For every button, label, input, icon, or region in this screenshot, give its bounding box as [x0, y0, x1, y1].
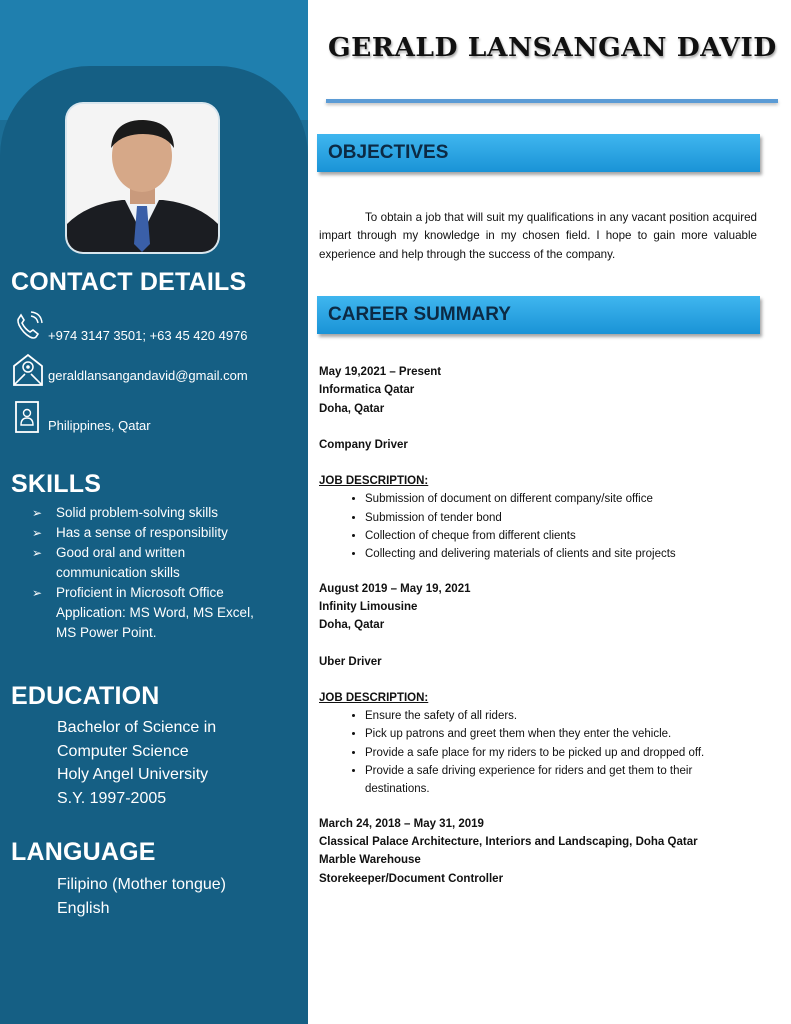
skill-item: ➢ Proficient in Microsoft Office Application: MS Word, MS Excel, MS Power Point. [32, 585, 254, 640]
skills-heading: SKILLS [11, 470, 102, 498]
objectives-heading: OBJECTIVES [328, 142, 449, 163]
skill-item: ➢ Solid problem-solving skills [32, 503, 302, 523]
objectives-banner [317, 134, 760, 172]
education-heading: EDUCATION [11, 682, 160, 710]
job-title: Uber Driver [319, 655, 382, 668]
job-description-label: JOB DESCRIPTION: [319, 475, 429, 488]
name-underline [326, 99, 778, 103]
language-details: Filipino (Mother tongue) English [57, 876, 226, 917]
job-title: Storekeeper/Document Controller [319, 872, 504, 885]
job-description-label: JOB DESCRIPTION: [319, 691, 429, 704]
arrow-bullet-icon: ➢ [32, 506, 43, 520]
contact-heading: CONTACT DETAILS [11, 268, 247, 296]
job-location: Doha, Qatar [319, 402, 385, 415]
list-item: • Submission of tender bond [365, 509, 759, 527]
job-duties-list [319, 707, 759, 798]
address-book-icon [12, 400, 44, 434]
arrow-bullet-icon: ➢ [32, 526, 43, 540]
list-item: • Pick up patrons and greet them when they enter the vehicle. [365, 725, 759, 743]
arrow-bullet-icon: ➢ [32, 546, 43, 560]
phone-text: +974 3147 3501; +63 45 420 4976 [48, 328, 248, 343]
address-text: Philippines, Qatar [48, 418, 151, 433]
email-icon [12, 352, 44, 386]
contact-address [12, 400, 151, 434]
job-company: Classical Palace Architecture, Interiors and Landscaping, Doha Qatar [319, 835, 698, 848]
career-summary-heading: CAREER SUMMARY [328, 304, 511, 325]
list-item: • Provide a safe place for my riders to be picked up and dropped off. [365, 744, 759, 762]
email-text: geraldlansangandavid@gmail.com [48, 368, 248, 383]
list-item: • Submission of document on different company/site office [365, 490, 759, 508]
phone-icon [12, 310, 44, 344]
career-summary-banner [317, 296, 760, 334]
language-heading: LANGUAGE [11, 838, 156, 866]
job-company: Informatica Qatar [319, 384, 415, 397]
contact-email [12, 352, 248, 386]
job-date: March 24, 2018 – May 31, 2019 [319, 817, 484, 830]
list-item: • Collection of cheque from different clients [365, 527, 759, 545]
skill-item: ➢ Has a sense of responsibility [32, 523, 302, 543]
list-item: • Collecting and delivering materials of clients and site projects [365, 545, 759, 563]
job-date: May 19,2021 – Present [319, 366, 442, 378]
skills-list [32, 503, 302, 643]
objective-text: To obtain a job that will suit my qualifications in any vacant position acquired impart through my knowledge in my chosen field. I hope to gain more valuable experience and help through the success of the company. [319, 211, 757, 261]
job-company: Infinity Limousine [319, 600, 418, 613]
skill-item: ➢ Good oral and written communication skills [32, 545, 186, 580]
contact-phone [12, 310, 248, 344]
profile-photo [67, 104, 218, 252]
job-title: Company Driver [319, 438, 408, 451]
list-item: • Provide a safe driving experience for riders and get them to their destinations. [365, 762, 745, 799]
applicant-name: GERALD LANSANGAN DAVID [328, 32, 777, 63]
list-item: • Ensure the safety of all riders. [365, 707, 759, 725]
job-date: August 2019 – May 19, 2021 [319, 582, 471, 595]
job-duties-list [319, 490, 759, 563]
career-summary [319, 363, 759, 888]
arrow-bullet-icon: ➢ [32, 586, 43, 600]
job-location: Marble Warehouse [319, 854, 421, 867]
education-details: Bachelor of Science in Computer Science Holy Angel University S.Y. 1997-2005 [57, 719, 217, 807]
job-location: Doha, Qatar [319, 619, 385, 632]
sidebar [0, 0, 308, 1024]
